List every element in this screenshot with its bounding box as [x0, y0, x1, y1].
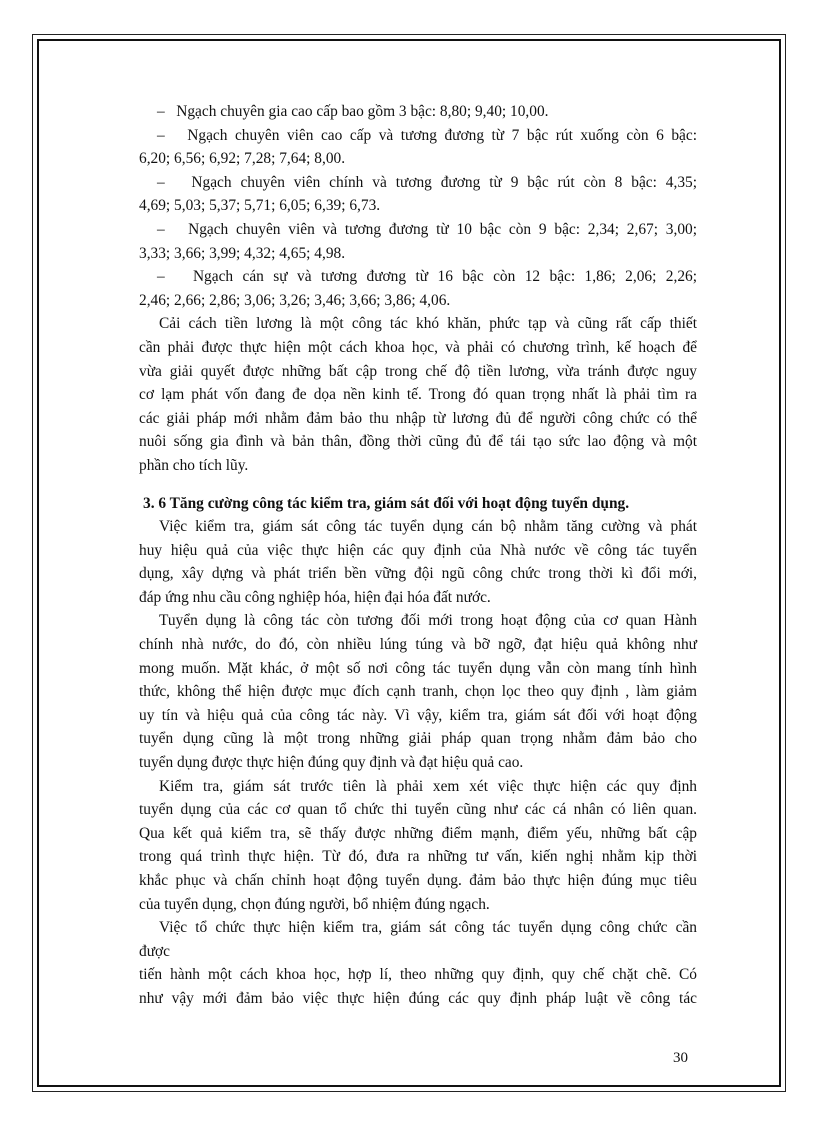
paragraph-line: cần phải được thực hiện một cách khoa học, và phải có chương trình, kế hoạch để	[139, 338, 697, 356]
bullet-item: – Ngạch chuyên viên cao cấp và tương đương từ 7 bậc rút xuống còn 6 bậc:	[157, 126, 697, 144]
paragraph-line: Qua kết quả kiểm tra, sẽ thấy được những điểm mạnh, điểm yếu, những bất cập	[139, 824, 697, 842]
paragraph-line: thức, không thể hiện được mục đích cạnh tranh, chọn lọc theo quy định , làm giảm	[139, 683, 697, 701]
bullet-continuation: 4,69; 5,03; 5,37; 5,71; 6,05; 6,39; 6,73.	[139, 197, 381, 215]
paragraph-line: vừa giải quyết được những bất cập trong chế độ tiền lương, vừa tránh được nguy	[139, 362, 697, 380]
paragraph-line: Tuyển dụng là công tác còn tương đối mới trong hoạt động của cơ quan Hành	[159, 612, 697, 630]
bullet-item: – Ngạch chuyên gia cao cấp bao gồm 3 bậc: 8,80; 9,40; 10,00.	[157, 103, 549, 120]
paragraph-line: tuyển dụng được thực hiện đúng quy định và đạt hiệu quả cao.	[139, 754, 524, 772]
paragraph-line: mong muốn. Mặt khác, ở một số nơi công tác tuyển dụng vẫn còn mang tính hình	[139, 659, 697, 677]
paragraph-line: huy hiệu quả của việc thực hiện các quy định của Nhà nước về công tác tuyển	[139, 541, 697, 559]
bullet-continuation: 6,20; 6,56; 6,92; 7,28; 7,64; 8,00.	[139, 150, 346, 168]
paragraph-line: trong quá trình thực hiện. Từ đó, đưa ra những tư vấn, kiến nghị nhằm kịp thời	[139, 848, 697, 866]
bullet-continuation: 2,46; 2,66; 2,86; 3,06; 3,26; 3,46; 3,66; 3,86; 4,06.	[139, 291, 451, 309]
document-body	[139, 100, 697, 1011]
paragraph-line: tuyển dụng của các cơ quan tổ chức thi tuyển cũng như các cá nhân có liên quan.	[139, 801, 697, 819]
bullet-item: – Ngạch chuyên viên chính và tương đương từ 9 bậc rút còn 8 bậc: 4,35;	[157, 173, 697, 191]
paragraph-line: các giải pháp mới nhằm đảm bảo thu nhập từ lương đủ để người công chức có thể	[139, 409, 697, 427]
paragraph-line: cơ lạm phát vốn đang đe dọa nền kinh tế. Trong đó quan trọng nhất là phải tìm ra	[139, 386, 697, 404]
paragraph-line: tuyển dụng cũng là một trong những giải pháp quan trọng nhằm đảm bảo cho	[139, 730, 697, 748]
paragraph-line: Kiểm tra, giám sát trước tiên là phải xem xét việc thực hiện các quy định	[159, 777, 697, 795]
paragraph-line: nuôi sống gia đình và bản thân, đồng thời cũng đủ để tái tạo sức lao động và một	[139, 433, 697, 451]
paragraph-line: khắc phục và chấn chỉnh hoạt động tuyển dụng. đảm bảo thực hiện đúng mục tiêu	[139, 872, 697, 889]
paragraph-line: Cải cách tiền lương là một công tác khó khăn, phức tạp và cũng rất cấp thiết	[159, 315, 697, 333]
paragraph-line: tiến hành một cách khoa học, hợp lí, theo những quy định, quy chế chặt chẽ. Có	[139, 966, 697, 984]
paragraph-line: của tuyển dụng, chọn đúng người, bổ nhiệm đúng ngạch.	[139, 895, 490, 913]
paragraph-line: như vậy mới đảm bảo việc thực hiện đúng các quy định pháp luật về công tác	[139, 989, 697, 1007]
section-heading: 3. 6 Tăng cường công tác kiểm tra, giám sát đối với hoạt động tuyển dụng.	[143, 494, 630, 512]
paragraph-line: chính nhà nước, do đó, còn nhiều lúng túng và bỡ ngỡ, đạt hiệu quả không như	[139, 636, 697, 654]
bullet-continuation: 3,33; 3,66; 3,99; 4,32; 4,65; 4,98.	[139, 244, 346, 262]
paragraph-line: đáp ứng nhu cầu công nghiệp hóa, hiện đại hóa đất nước.	[139, 588, 491, 606]
paragraph-line: được	[139, 942, 171, 960]
paragraph-line: phần cho tích lũy.	[139, 456, 249, 474]
paragraph-line: dụng, xây dựng và phát triển bền vững đội ngũ công chức trong thời kì đổi mới,	[139, 565, 697, 583]
bullet-item: – Ngạch chuyên viên và tương đương từ 10 bậc còn 9 bậc: 2,34; 2,67; 3,00;	[157, 220, 698, 238]
bullet-item: – Ngạch cán sự và tương đương từ 16 bậc còn 12 bậc: 1,86; 2,06; 2,26;	[157, 268, 697, 286]
paragraph-line: uy tín và hiệu quả của công tác này. Vì vậy, kiểm tra, giám sát đối với hoạt động	[139, 706, 697, 724]
page-number: 30	[673, 1050, 688, 1066]
paragraph-line: Việc tổ chức thực hiện kiểm tra, giám sát công tác tuyển dụng công chức cần	[159, 919, 697, 937]
paragraph-line: Việc kiểm tra, giám sát công tác tuyển dụng cán bộ nhằm tăng cường và phát	[159, 518, 697, 536]
